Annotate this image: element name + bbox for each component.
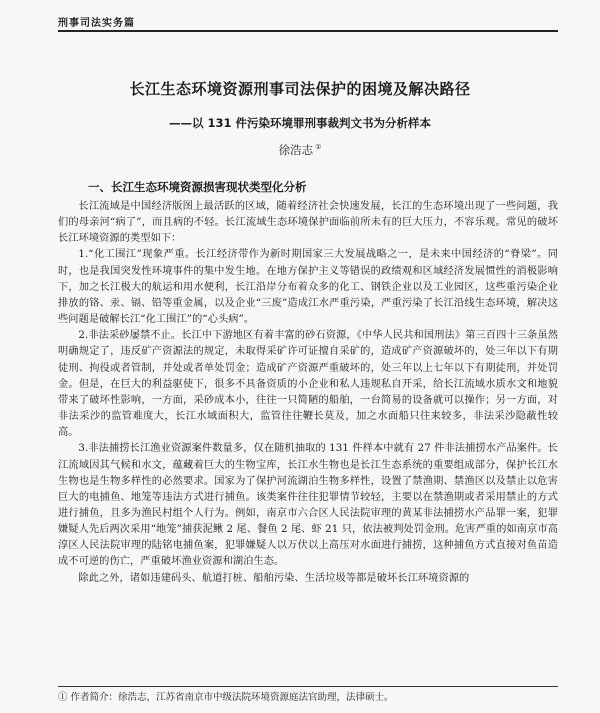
- paragraph-fishing: 3.非法捕捞长江渔业资源案件数量多，仅在随机抽取的 131 件样本中就有 27 件非法捕捞水产品案件。长江流域因其气候和水文，蕴藏着巨大的生物宝库，长江水生物也是长江生态系统的重要组成部分，保护长江水生物也是生物多样性的必然要求。国家为了保护河流湖泊生物多样性，设置了禁渔期、禁渔区以及禁止以危害巨大的电捕鱼、地笼等违法方式进行捕鱼。该类案件往往犯罪情节较轻，主要以在禁渔期或者采用禁止的方式进行捕鱼，且多为渔民村组个人行为。例如，南京市六合区人民法院审理的黄某非法捕捞水产品罪一案，犯罪嫌疑人先后两次采用“地笼”捕获泥鳅 2 尾、餐鱼 2 尾、虾 21 只，依法被判处罚金刑。危害严重的如南京市高淳区人民法院审理的陆铭电捕鱼案，犯罪嫌疑人以万伏以上高压对水面进行捕捞，这种捕鱼方式直接对鱼苗造成不可逆的伤亡，严重破坏渔业资源和湖泊生态。: [58, 443, 558, 568]
- section-heading: 一、长江生态环境资源损害现状类型化分析: [88, 180, 307, 194]
- footnote-rule: [58, 686, 558, 687]
- paragraph-intro: 长江流域是中国经济版图上最活跃的区域，随着经济社会快速发展，长江的生态环境出现了一些问题，我们的母亲河“病了”，而且病的不轻。长江流域生态环境保护面临前所未有的巨大压力，不容乐观。常见的破坏长江环境资源的类型如下：: [58, 201, 558, 245]
- paragraph-chemical: 1.“化工围江”现象严重。长江经济带作为新时期国家三大发展战略之一，是未来中国经济的“脊梁”。同时，也是我国突发性环境事件的集中发生地。在地方保护主义等错误的政绩观和区域经济发展惯性的消极影响下，加之长江极大的航运和用水便利，长江沿岸分布着众多的化工、钢铁企业以及工业园区，这些重污染企业排放的铬、汞、镉、铅等重金属，以及企业“三废”造成江水严重污染，严重污染了长江沿线生态环境，解决这些问题是破解长江“化工围江”的“心头病”。: [58, 249, 558, 326]
- body-text: [58, 199, 558, 587]
- author-name: 徐浩志: [278, 143, 314, 157]
- paragraph-sand-mining: 2.非法采砂屡禁不止。长江中下游地区有着丰富的砂石资源，《中华人民共和国刑法》第三百四十三条虽然明确规定了，违反矿产资源法的规定，未取得采矿许可证擅自采矿的，造成矿产资源破坏的，处三年以下有期徒刑、拘役或者管制，并处或者单处罚金；造成矿产资源严重破坏的，处三年以上七年以下有期徒刑，并处罚金。但是，在巨大的利益驱使下，很多不具备资质的小企业和私人违规私自开采，给长江流域水质水文和地貌带来了破坏性影响，一方面，采砂成本小，往往一只简陋的船舶，一台简易的设备就可以操作；另一方面，对非法采沙的监管难度大，长江水域面积大，监管往往鞭长莫及，加之水面船只往来较多，非法采沙隐蔽性较高。: [58, 330, 558, 439]
- header-rule: [58, 30, 558, 32]
- footnote: ① 作者简介：徐浩志，江苏省南京市中级法院环境资源庭法官助理，法律硕士。: [58, 692, 394, 703]
- paragraph-other: 除此之外，诸如违建码头、航道打桩、船舶污染、生活垃圾等都是破坏长江环境资源的: [78, 572, 470, 584]
- running-header: 刑事司法实务篇: [58, 18, 135, 29]
- author-line: [0, 142, 600, 158]
- author-note-mark[interactable]: ①: [315, 143, 322, 152]
- article-title: 长江生态环境资源刑事司法保护的困境及解决路径: [129, 80, 471, 98]
- article-subtitle: ——以 131 件污染环境罪刑事裁判文书为分析样本: [168, 116, 431, 130]
